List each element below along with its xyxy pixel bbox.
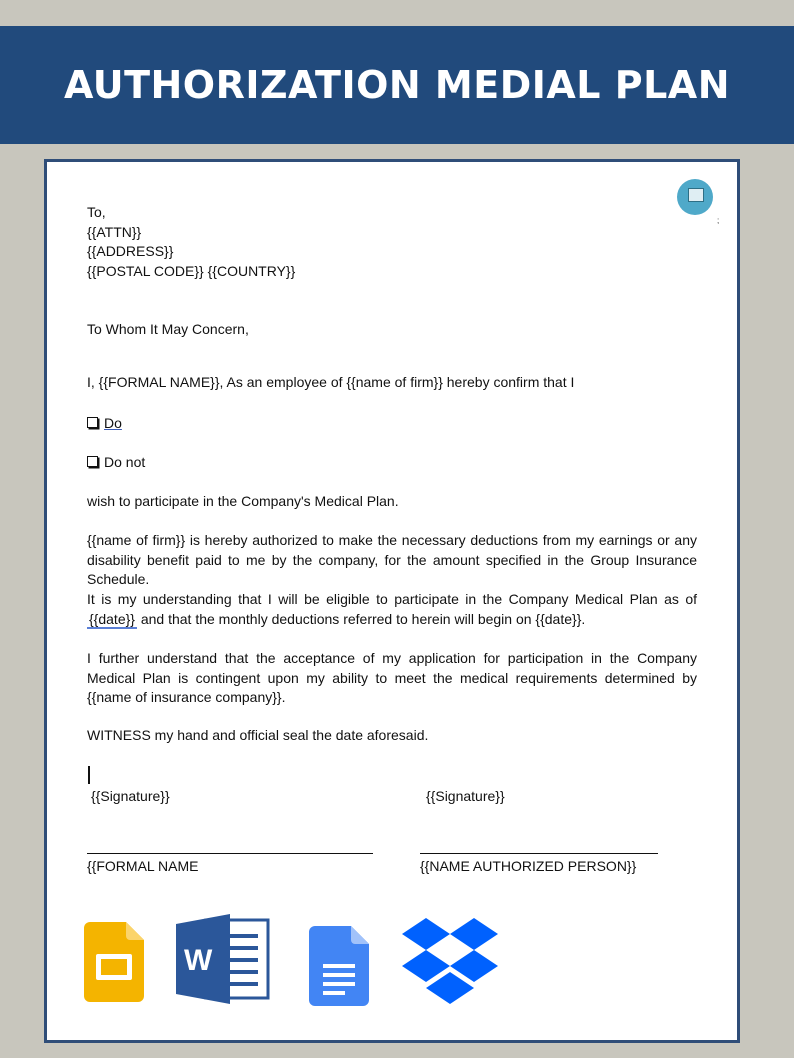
- signature-right: {{Signature}}: [426, 788, 505, 804]
- dropbox-icon[interactable]: [402, 918, 498, 1010]
- svg-text:W: W: [184, 944, 213, 977]
- witness-line: WITNESS my hand and official seal the date aforesaid.: [87, 727, 429, 743]
- address-block: [87, 203, 295, 281]
- understand-paragraph: I further understand that the acceptance of my application for participation in the Company Medical Plan is contingent upon my ability to meet the medical requirements determined by {{name of insurance company}}.: [87, 650, 697, 705]
- salutation: To Whom It May Concern,: [87, 321, 249, 337]
- checkbox-icon[interactable]: [87, 456, 98, 467]
- title-banner: [0, 26, 794, 144]
- option-do[interactable]: [87, 414, 122, 434]
- date-field[interactable]: {{date}}: [89, 610, 135, 627]
- postal-country-line: {{POSTAL CODE}} {{COUNTRY}}: [87, 262, 296, 279]
- address-line: {{ADDRESS}}: [87, 243, 174, 259]
- eligible-paragraph: [87, 590, 697, 629]
- wish-line: wish to participate in the Company's Medical Plan.: [87, 493, 399, 509]
- app-icons-row: [47, 914, 737, 1014]
- formal-name-label: {{FORMAL NAME: [87, 858, 199, 874]
- intro-line: I, {{FORMAL NAME}}, As an employee of {{name of firm}} hereby confirm that I: [87, 374, 575, 390]
- option-do-not[interactable]: [87, 453, 145, 473]
- signature-line-right: [420, 853, 658, 854]
- attn-line: {{ATTN}}: [87, 223, 142, 240]
- signature-line-left: [87, 853, 373, 854]
- text-cursor: [88, 766, 90, 784]
- eligible-text-b: and that the monthly deductions referred to herein will begin on {{date}}.: [140, 610, 586, 627]
- to-line: To,: [87, 204, 106, 220]
- page-title: AUTHORIZATION MEDIAL PLAN: [63, 63, 730, 107]
- authorized-person-label: {{NAME AUTHORIZED PERSON}}: [420, 858, 637, 874]
- google-slides-icon[interactable]: [84, 922, 144, 1002]
- signature-left: {{Signature}}: [91, 788, 170, 804]
- option-do-not-label: Do not: [104, 454, 146, 470]
- authorize-paragraph: {{name of firm}} is hereby authorized to make the necessary deductions from my earnings or any disability benefit paid to me by the company, for the amount specified in the Group Insurance Schedule.: [87, 532, 697, 587]
- corner-mark: ;: [717, 216, 720, 225]
- option-do-label: Do: [104, 415, 122, 431]
- document-preview: [44, 159, 740, 1043]
- checkbox-icon[interactable]: [87, 417, 98, 428]
- google-docs-icon[interactable]: [309, 926, 369, 1006]
- document-viewer-icon[interactable]: [677, 179, 713, 215]
- eligible-text-a: It is my understanding that I will be eligible to participate in the Company Medical Plan as of: [87, 591, 697, 607]
- microsoft-word-icon[interactable]: [176, 914, 270, 1004]
